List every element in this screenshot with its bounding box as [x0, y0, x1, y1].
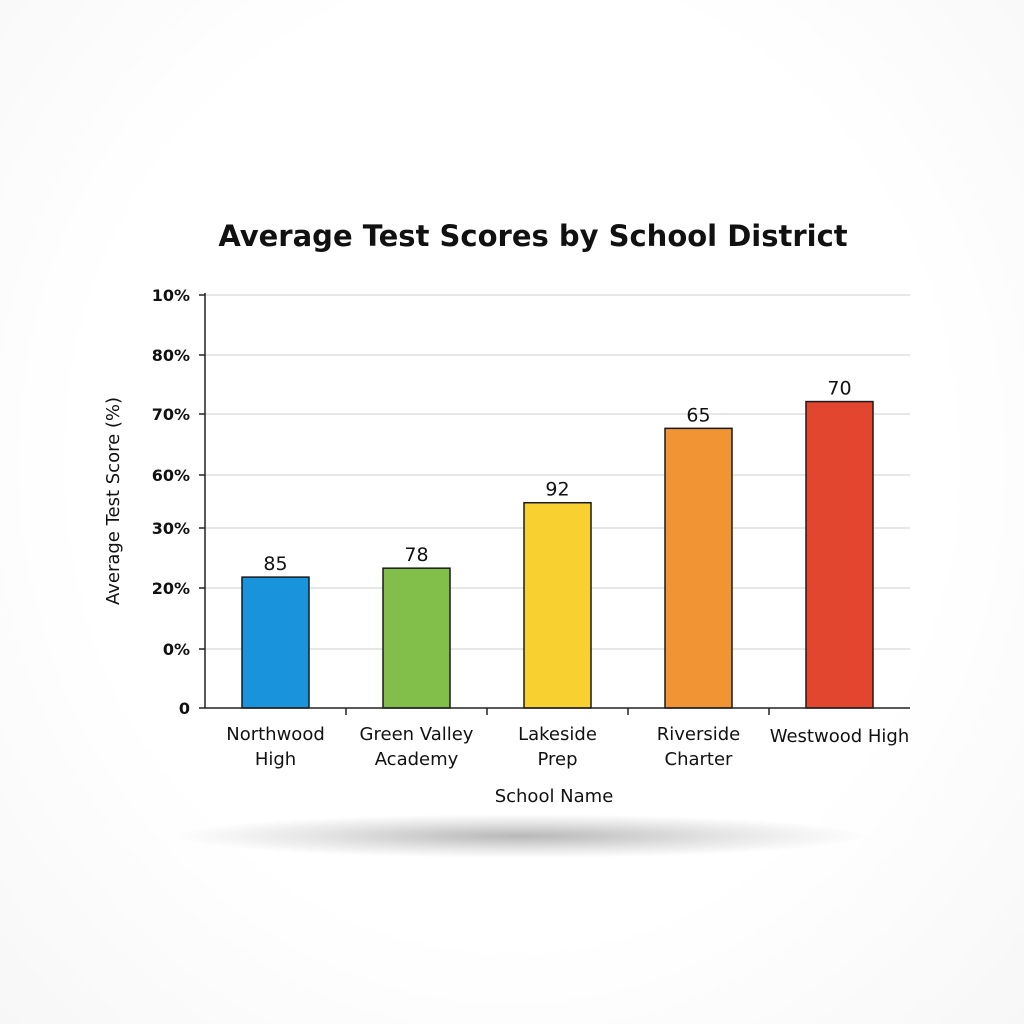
data-label-0: 85 — [263, 553, 288, 576]
x-tick-label-2-line-1: Prep — [537, 749, 578, 770]
y-tick-label-7: 10% — [151, 286, 190, 305]
x-tick-label-1-line-1: Academy — [374, 749, 459, 770]
y-axis-ticks — [152, 286, 205, 718]
y-tick-label-3: 30% — [151, 519, 190, 538]
bar-4 — [806, 402, 873, 708]
x-tick-label-2-line-0: Lakeside — [518, 724, 597, 745]
y-tick-label-5: 70% — [151, 405, 190, 424]
chart-title: Average Test Scores by School District — [218, 219, 848, 253]
chart-shadow — [175, 814, 865, 858]
bar-2 — [524, 503, 591, 708]
x-tick-label-4-line-0: Westwood High — [769, 726, 910, 747]
x-tick-label-0-line-1: High — [254, 749, 297, 770]
x-tick-label-1-line-0: Green Valley — [359, 724, 474, 745]
y-tick-label-1: 0% — [162, 640, 190, 659]
bars — [242, 402, 873, 708]
y-tick-label-2: 20% — [151, 579, 190, 598]
y-axis-title: Average Test Score (%) — [103, 396, 124, 606]
x-tick-label-3-line-0: Riverside — [656, 724, 741, 745]
data-label-3: 65 — [686, 404, 711, 427]
bar-0 — [242, 577, 309, 708]
data-label-4: 70 — [827, 377, 852, 400]
x-axis-title: School Name — [494, 786, 614, 807]
x-tick-label-0-line-0: Northwood — [226, 724, 325, 745]
bar-1 — [383, 568, 450, 708]
x-axis-ticks — [226, 708, 909, 770]
y-tick-label-6: 80% — [151, 346, 190, 365]
data-label-2: 92 — [545, 478, 570, 501]
data-label-1: 78 — [404, 544, 429, 567]
y-tick-label-4: 60% — [151, 466, 190, 485]
y-tick-label-0: 0 — [178, 699, 190, 718]
x-tick-label-3-line-1: Charter — [664, 749, 733, 770]
bar-3 — [665, 428, 732, 708]
